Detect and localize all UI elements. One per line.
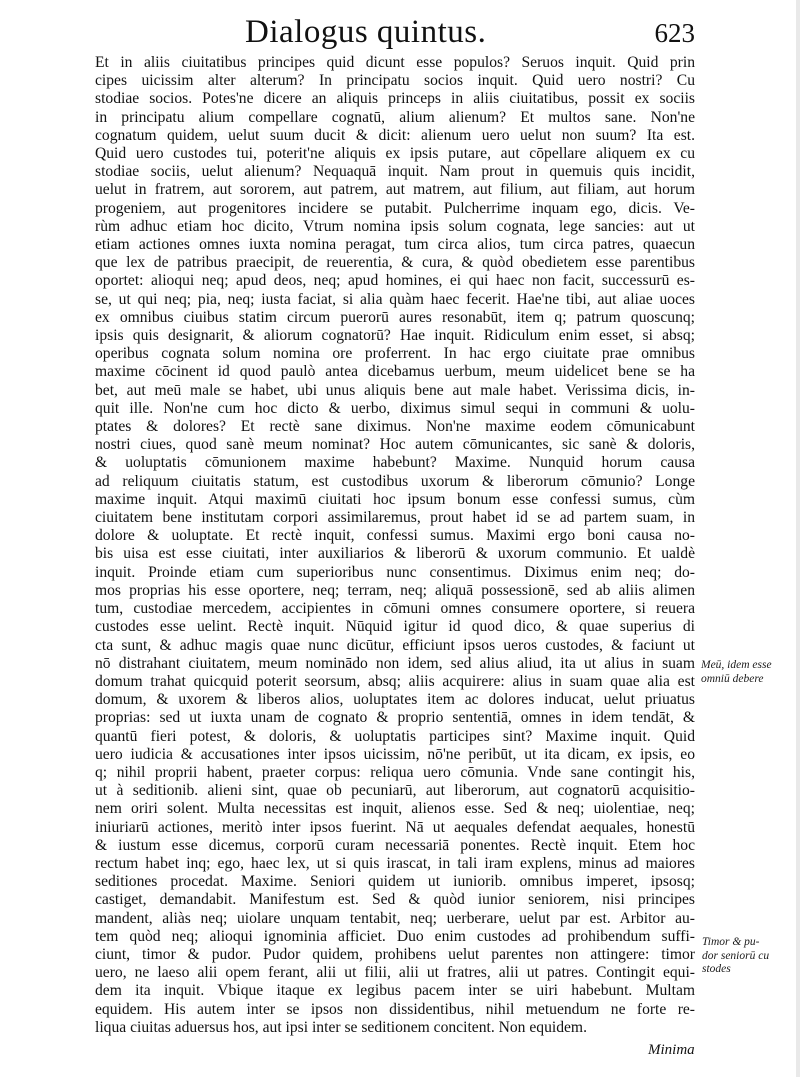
text-line: progeniem, aut progenitores incidere se putabit. Pulcherrime inquam ego, dicis. Ve- bbox=[95, 199, 695, 217]
text-line: in principatu alium compellare cognatū, alium alienum? Et multos sane. Non'ne bbox=[95, 108, 695, 126]
text-line: stodiae socios. Potes'ne dicere an aliquis princeps in aliis ciuitatibus, possit ex sociis bbox=[95, 90, 695, 108]
text-line: ptates & dolores? Et rectè sane diximus. Non'ne maxime eodem cōmunicabunt bbox=[95, 418, 695, 436]
text-line: equidem. His autem inter se ipsos non dissidentibus, nihil metuendum ne forte re- bbox=[95, 1000, 695, 1018]
text-line: custodes esse uelint. Rectè inquit. Nūquid igitur id quod dico, & quae superius di bbox=[95, 618, 695, 636]
text-line: uero, ne laeso alii opem ferant, alii ut filii, alii ut fratres, alii ut patres. Contingit equi- bbox=[95, 964, 695, 982]
text-line: rectum habet inq; ego, haec lex, ut si quis irascat, in tali iram explens, minus ad maiores bbox=[95, 854, 695, 872]
body-text bbox=[95, 54, 695, 1037]
text-line: cipes uicissim alter alterum? In principatu socios inquit. Quid uero nostri? Cu bbox=[95, 72, 695, 90]
text-line: dem ita inquit. Vbique itaque ex legibus pacem inter se uiri habebunt. Multam bbox=[95, 982, 695, 1000]
text-line: bet, aut meū male se habet, ubi unus aliquis bene aut male habet. Verissima dicis, in- bbox=[95, 381, 695, 399]
text-line: liqua ciuitas aduersus hos, aut ipsi inter se seditionem concitent. Non equidem. bbox=[95, 1018, 587, 1036]
text-line: oportet: alioqui neq; apud deos, neq; apud homines, ei qui haec non facit, successurū es- bbox=[95, 272, 695, 290]
text-line: inquit. Proinde etiam cum superioribus nunc consentimus. Diximus enim neq; do- bbox=[95, 563, 695, 581]
text-line: iniuriarū actiones, meritò inter ipsos fuerint. Nā ut aequales defendat aequales, honestū bbox=[95, 818, 695, 836]
text-line: castiget, demandabit. Manifestum est. Sed & quòd iunior seniorem, nisi principes bbox=[95, 891, 695, 909]
page-edge-shadow bbox=[796, 0, 800, 1077]
text-line: q; nihil proprii habent, praeter corpus: reliqua uero cōmunia. Vnde sane contingit his, bbox=[95, 763, 695, 781]
text-line: domum, & uxorem & liberos alios, uoluptates item ac dolores inducat, uelut priuatus bbox=[95, 691, 695, 709]
text-line: quit ille. Non'ne cum hoc dicto & uerbo, diximus simul sequi in communi & uolu- bbox=[95, 399, 695, 417]
catchword: Minima bbox=[648, 1042, 695, 1058]
text-line: maxime cōcinent id quod paulò antea dicebamus uerbum, meum uidelicet bene se ha bbox=[95, 363, 695, 381]
text-line: proprias: sed ut iuxta unam de cognato & proprio sententiā, omnes in idem tendāt, & bbox=[95, 709, 695, 727]
page-number: 623 bbox=[654, 18, 695, 48]
text-line: seditiones procedat. Maxime. Seniori quidem ut iuniorib. omnibus imperet, ipsosq; bbox=[95, 873, 695, 891]
text-line: nostri ciues, quod sanè meum nominat? Hoc autem cōmunicantes, sic sanè & doloris, bbox=[95, 436, 695, 454]
text-line: se, ut qui neq; pia, neq; iusta faciat, si alia quàm haec fecerit. Hae'ne tibi, aut aliae uoces bbox=[95, 290, 695, 308]
marginal-note-line: dor seniorū cu bbox=[702, 949, 770, 962]
text-line: mandent, aliàs neq; uiolare unquam tentabit, neq; uerberare, uelut par est. Arbitor au- bbox=[95, 909, 695, 927]
text-line: dolore & uoluptate. Et rectè inquit, confessi sumus. Maximi ergo boni causa no- bbox=[95, 527, 695, 545]
text-line: & uoluptatis cōmunionem maxime habebunt? Maxime. Nunquid horum causa bbox=[95, 454, 695, 472]
text-line: cta sunt, & adhuc magis quae nunc dicūtur, efficiunt ipsos ueros custodes, & faciunt ut bbox=[95, 636, 695, 654]
text-line: quantū fieri potest, & doloris, & uoluptatis participes sint? Maxime inquit. Quid bbox=[95, 727, 695, 745]
running-title: Dialogus quintus. bbox=[245, 14, 487, 50]
text-line: ad reliquum ciuitatis statum, est custodibus uxorum & liberorum cōmunio? Longe bbox=[95, 472, 695, 490]
text-line: ciunt, timor & pudor. Pudor quidem, prohibens uelut parentes non attingere: timor bbox=[95, 945, 695, 963]
text-line: operibus cognata solum nomina ore proferrent. In hac ergo ciuitate prae omnibus bbox=[95, 345, 695, 363]
marginal-note-line: Timor & pu- bbox=[702, 936, 760, 948]
marginal-note-line: omniū debere bbox=[701, 672, 764, 685]
text-line: nem oriri solent. Multa necessitas est inquit, alienos esse. Sed & neq; uiolentiae, neq; bbox=[95, 800, 695, 818]
text-line: ex omnibus ciuibus statim circum puerorū aures resonabūt, item q; patrum quoscunq; bbox=[95, 308, 695, 326]
text-line: domum trahat quicquid poterit seorsum, absq; aliis acquirere: alius in suam quae alia est bbox=[95, 672, 695, 690]
text-line: tum, custodiae mercedem, accipientes in cōmuni omnes consumere oportere, si reuera bbox=[95, 600, 695, 618]
marginal-note-2 bbox=[702, 936, 769, 977]
text-line: ut à seditionib. alieni sint, quae ob pecuniarū, aut liberorum, aut cognatorū acquisitio- bbox=[95, 782, 695, 800]
text-line: bis uisa est esse ciuitati, inter auxiliarios & liberorū & uxorum communio. Et ualdè bbox=[95, 545, 695, 563]
text-line: ciuitatem bene institutam corpori assimilaremus, prout habet id se ad partem suam, in bbox=[95, 509, 695, 527]
text-line: cognatum quidem, uelut suum ducit & dicit: alienum uero uelut non suum? Ita est. bbox=[95, 126, 695, 144]
text-line: & iustum esse dicemus, corporū curam necessariā ponentes. Rectè inquit. Etem hoc bbox=[95, 836, 695, 854]
marginal-note-line: Meū, idem esse bbox=[701, 659, 772, 671]
text-line: nō distrahant ciuitatem, meum nominādo non idem, sed alius aliud, ita ut alius in suam bbox=[95, 654, 695, 672]
text-line: maxime inquit. Atqui maximū ciuitati hoc ipsum bonum esse confessi sumus, cùm bbox=[95, 490, 695, 508]
text-line: uelut in fratrem, aut sororem, aut patrem, aut matrem, aut filium, aut filiam, aut horum bbox=[95, 181, 695, 199]
text-line: uero iudicia & accusationes inter ipsos uicissim, nō'ne peribūt, ut ita dicam, ex ipsis, eo bbox=[95, 745, 695, 763]
text-line: rùm adhuc etiam hoc dicito, Vtrum nomina ipsis solum cognata, lege sancies: aut ut bbox=[95, 217, 695, 235]
text-line: stodiae sociis, uelut alienum? Nequaquā inquit. Nam prout in quemuis quis incidit, bbox=[95, 163, 695, 181]
marginal-note-line: stodes bbox=[702, 963, 731, 975]
text-line: etiam actiones omnes iuxta nomina peragat, tum circa alios, tum circa patres, quaecun bbox=[95, 236, 695, 254]
page-header bbox=[95, 10, 695, 54]
marginal-note-1 bbox=[701, 659, 772, 686]
text-line: tem quòd neq; alioqui ignominia afficiet. Duo enim custodes ad prohibendum suffi- bbox=[95, 927, 695, 945]
text-line: mos proprias his esse oportere, neq; terram, neq; aliquā possessionē, sed ab aliis alimen bbox=[95, 581, 695, 599]
text-line: Quid uero custodes tui, poterit'ne aliquis ex ipsis putare, aut cōpellare aliquem ex cu bbox=[95, 145, 695, 163]
text-line: Et in aliis ciuitatibus principes quid dicunt esse populos? Seruos inquit. Quid prin bbox=[95, 54, 695, 71]
text-line: que lex de patribus praecipit, de reuerentia, & cura, & quòd obedietem esse parentibus bbox=[95, 254, 695, 272]
text-line: ipsis quis designarit, & aliorum cognatorū? Hae inquit. Ridiculum enim esset, si absq; bbox=[95, 327, 695, 345]
